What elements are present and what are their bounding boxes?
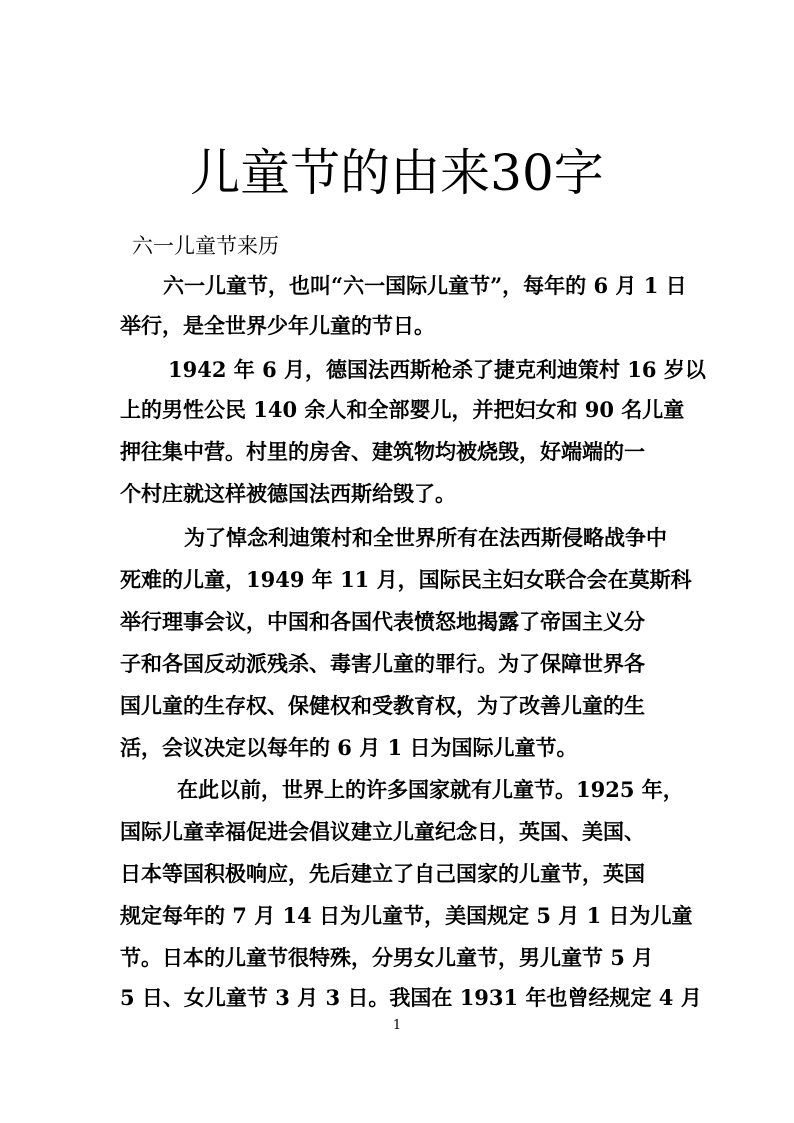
body-line-8: 死难的儿童，1949 年 11 月，国际民主妇女联合会在莫斯科: [120, 567, 692, 592]
section-subtitle: 六一儿童节来历: [132, 234, 279, 258]
body-line-3: 1942 年 6 月，德国法西斯枪杀了捷克利迪策村 16 岁以: [168, 357, 706, 382]
body-line-10: 子和各国反动派残杀、毒害儿童的罪行。为了保障世界各: [120, 651, 645, 676]
body-line-14: 国际儿童幸福促进会倡议建立儿童纪念日，英国、美国、: [120, 819, 645, 844]
body-line-16: 规定每年的 7 月 14 日为儿童节，美国规定 5 月 1 日为儿童: [120, 903, 693, 928]
body-line-1: 六一儿童节，也叫“六一国际儿童节”，每年的 6 月 1 日: [163, 273, 687, 298]
document-title: 儿童节的由来30字: [190, 144, 604, 202]
body-line-5: 押往集中营。村里的房舍、建筑物均被烧毁，好端端的一: [120, 439, 645, 464]
body-line-13: 在此以前，世界上的许多国家就有儿童节。1925 年，: [177, 777, 684, 802]
body-line-9: 举行理事会议，中国和各国代表愤怒地揭露了帝国主义分: [120, 609, 645, 634]
body-line-17: 节。日本的儿童节很特殊，分男女儿童节，男儿童节 5 月: [120, 945, 654, 970]
body-line-6: 个村庄就这样被德国法西斯给毁了。: [120, 481, 456, 506]
body-line-12: 活，会议决定以每年的 6 月 1 日为国际儿童节。: [120, 735, 578, 760]
body-line-7: 为了悼念利迪策村和全世界所有在法西斯侵略战争中: [184, 525, 667, 550]
body-line-18: 5 日、女儿童节 3 月 3 日。我国在 1931 年也曾经规定 4 月: [120, 985, 702, 1010]
body-line-15: 日本等国积极响应，先后建立了自己国家的儿童节，英国: [120, 861, 645, 886]
body-line-2: 举行，是全世界少年儿童的节日。: [120, 313, 435, 338]
body-line-11: 国儿童的生存权、保健权和受教育权，为了改善儿童的生: [120, 693, 645, 718]
page-number: 1: [392, 1018, 402, 1033]
body-line-4: 上的男性公民 140 余人和全部婴儿，并把妇女和 90 名儿童: [120, 397, 685, 422]
